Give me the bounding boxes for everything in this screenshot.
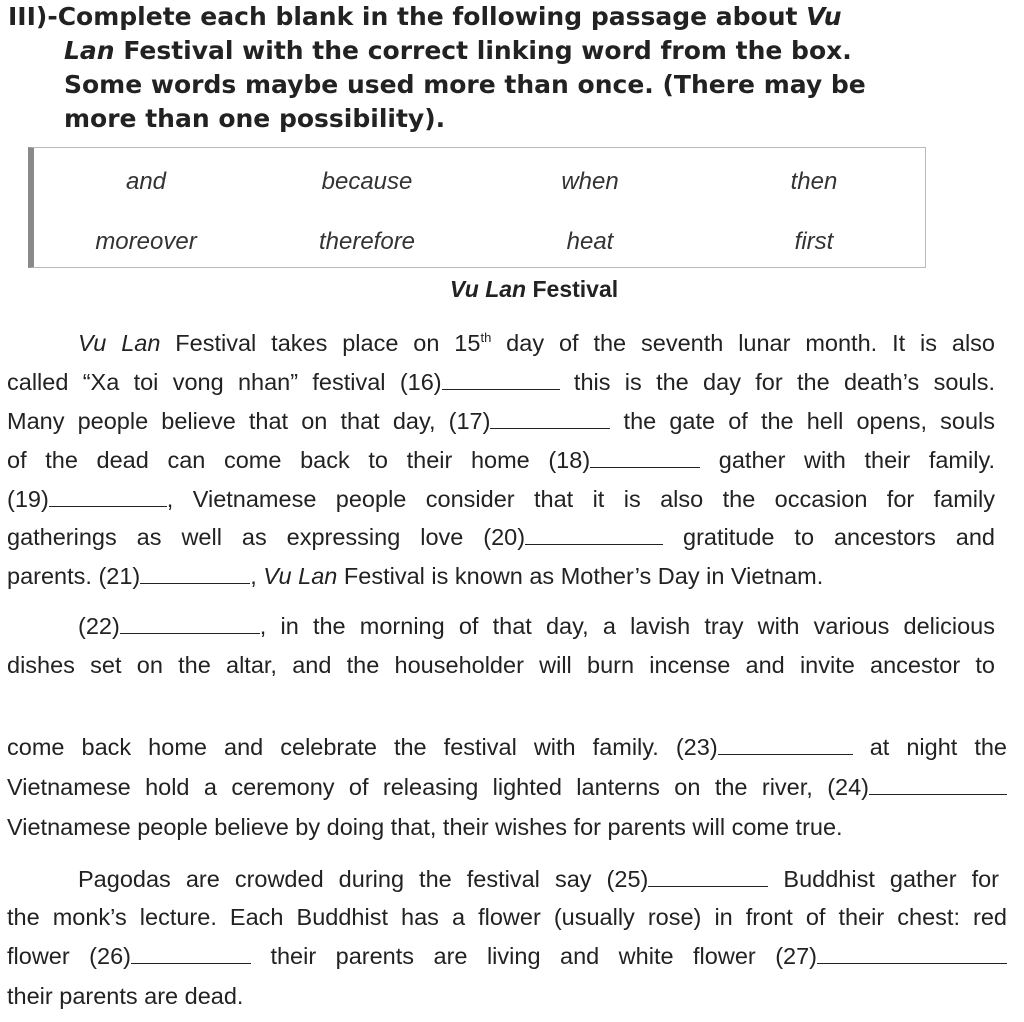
p3-line-1: [78, 864, 999, 894]
instruction-line-1: [8, 0, 1008, 34]
p2-line-4: [7, 772, 1007, 802]
p1-line-1: [78, 328, 995, 358]
text: Vietnamese people believe by doing that, their wishes for parents will come true.: [7, 814, 843, 840]
p1-line-6: [7, 522, 995, 552]
p1-line-3: [7, 406, 995, 436]
text: Pagodas are crowded during the festival say (25): [78, 866, 649, 892]
p3-line-4: [7, 981, 995, 1011]
word-heat: heat: [566, 228, 614, 255]
instruction-line-3: Some words maybe used more than once. (There may be: [64, 70, 866, 99]
word-moreover: moreover: [95, 228, 197, 255]
text: the monk’s lecture. Each Buddhist has a flower (usually rose) in front of their chest: red: [7, 904, 1007, 930]
p3-line-3: [7, 941, 1007, 971]
blank-20[interactable]: [525, 524, 663, 545]
text: gratitude to ancestors and: [663, 524, 995, 550]
word-box: [28, 147, 926, 268]
text: dishes set on the altar, and the householder will burn incense and invite ancestor to: [7, 652, 995, 678]
text: Buddhist gather for: [768, 866, 999, 892]
instruction-line-2: [8, 34, 1008, 68]
instruction-italic: Vu: [806, 2, 842, 31]
p2-line-5: [7, 812, 995, 842]
text: Many people believe that on that day, (17): [7, 408, 491, 434]
text: flower (26): [7, 943, 131, 969]
p2-line-3: [7, 732, 1007, 762]
text: at night the: [852, 734, 1007, 760]
text: Festival is known as Mother’s Day in Vietnam.: [337, 563, 824, 589]
exercise-instructions: [8, 0, 1008, 136]
text: their parents are living and white flower (27): [250, 943, 817, 969]
text-italic: Vu Lan: [78, 330, 161, 356]
text: gather with their family.: [700, 447, 995, 473]
blank-17[interactable]: [490, 408, 610, 429]
text: , in the morning of that day, a lavish tray with various delicious: [259, 613, 995, 639]
passage-title-italic: Vu Lan: [449, 276, 527, 302]
word-and: and: [125, 168, 167, 195]
blank-21[interactable]: [140, 563, 250, 584]
text: of the dead can come back to their home (18): [7, 447, 591, 473]
word-first: first: [794, 228, 834, 255]
text: the gate of the hell opens, souls: [610, 408, 995, 434]
text: Vietnamese hold a ceremony of releasing lighted lanterns on the river, (24): [7, 774, 869, 800]
p2-line-2: [7, 650, 995, 680]
blank-16[interactable]: [442, 369, 560, 390]
text: day of the seventh lunar month. It is also: [491, 330, 995, 356]
passage-title-rest: Festival: [526, 276, 619, 302]
p1-line-2: [7, 367, 995, 397]
text: come back home and celebrate the festival with family. (23): [7, 734, 718, 760]
blank-23[interactable]: [718, 734, 853, 755]
superscript: th: [480, 330, 492, 346]
text-italic: Vu Lan: [263, 563, 338, 589]
p1-line-7: [7, 561, 995, 591]
word-because: because: [321, 168, 413, 195]
instruction-text: III)-Complete each blank in the following passage about: [8, 2, 807, 31]
text: (19): [7, 486, 49, 512]
p1-line-4: [7, 445, 995, 475]
word-when: when: [561, 168, 619, 195]
blank-27[interactable]: [817, 943, 1007, 964]
passage-title: [0, 276, 1024, 303]
word-then: then: [790, 168, 838, 195]
text: , Vietnamese people consider that it is also the occasion for family: [166, 486, 995, 512]
p2-line-1: [78, 611, 995, 641]
blank-19[interactable]: [49, 486, 167, 507]
blank-25[interactable]: [648, 866, 768, 887]
text: gatherings as well as expressing love (20): [7, 524, 526, 550]
blank-26[interactable]: [131, 943, 251, 964]
text: Festival takes place on 15: [160, 330, 481, 356]
text: parents. (21): [7, 563, 141, 589]
text: (22): [78, 613, 120, 639]
text: this is the day for the death’s souls.: [559, 369, 995, 395]
text: ,: [250, 563, 264, 589]
word-therefore: therefore: [318, 228, 416, 255]
blank-24[interactable]: [869, 774, 1007, 795]
text: called “Xa toi vong nhan” festival (16): [7, 369, 442, 395]
instruction-text: Festival with the correct linking word from the box.: [114, 36, 852, 65]
p3-line-2: [7, 902, 1007, 932]
instruction-italic: Lan: [64, 36, 115, 65]
blank-18[interactable]: [590, 447, 700, 468]
instruction-line-4: more than one possibility).: [64, 104, 446, 133]
blank-22[interactable]: [120, 613, 260, 634]
text: their parents are dead.: [7, 983, 244, 1009]
p1-line-5: [7, 484, 995, 514]
